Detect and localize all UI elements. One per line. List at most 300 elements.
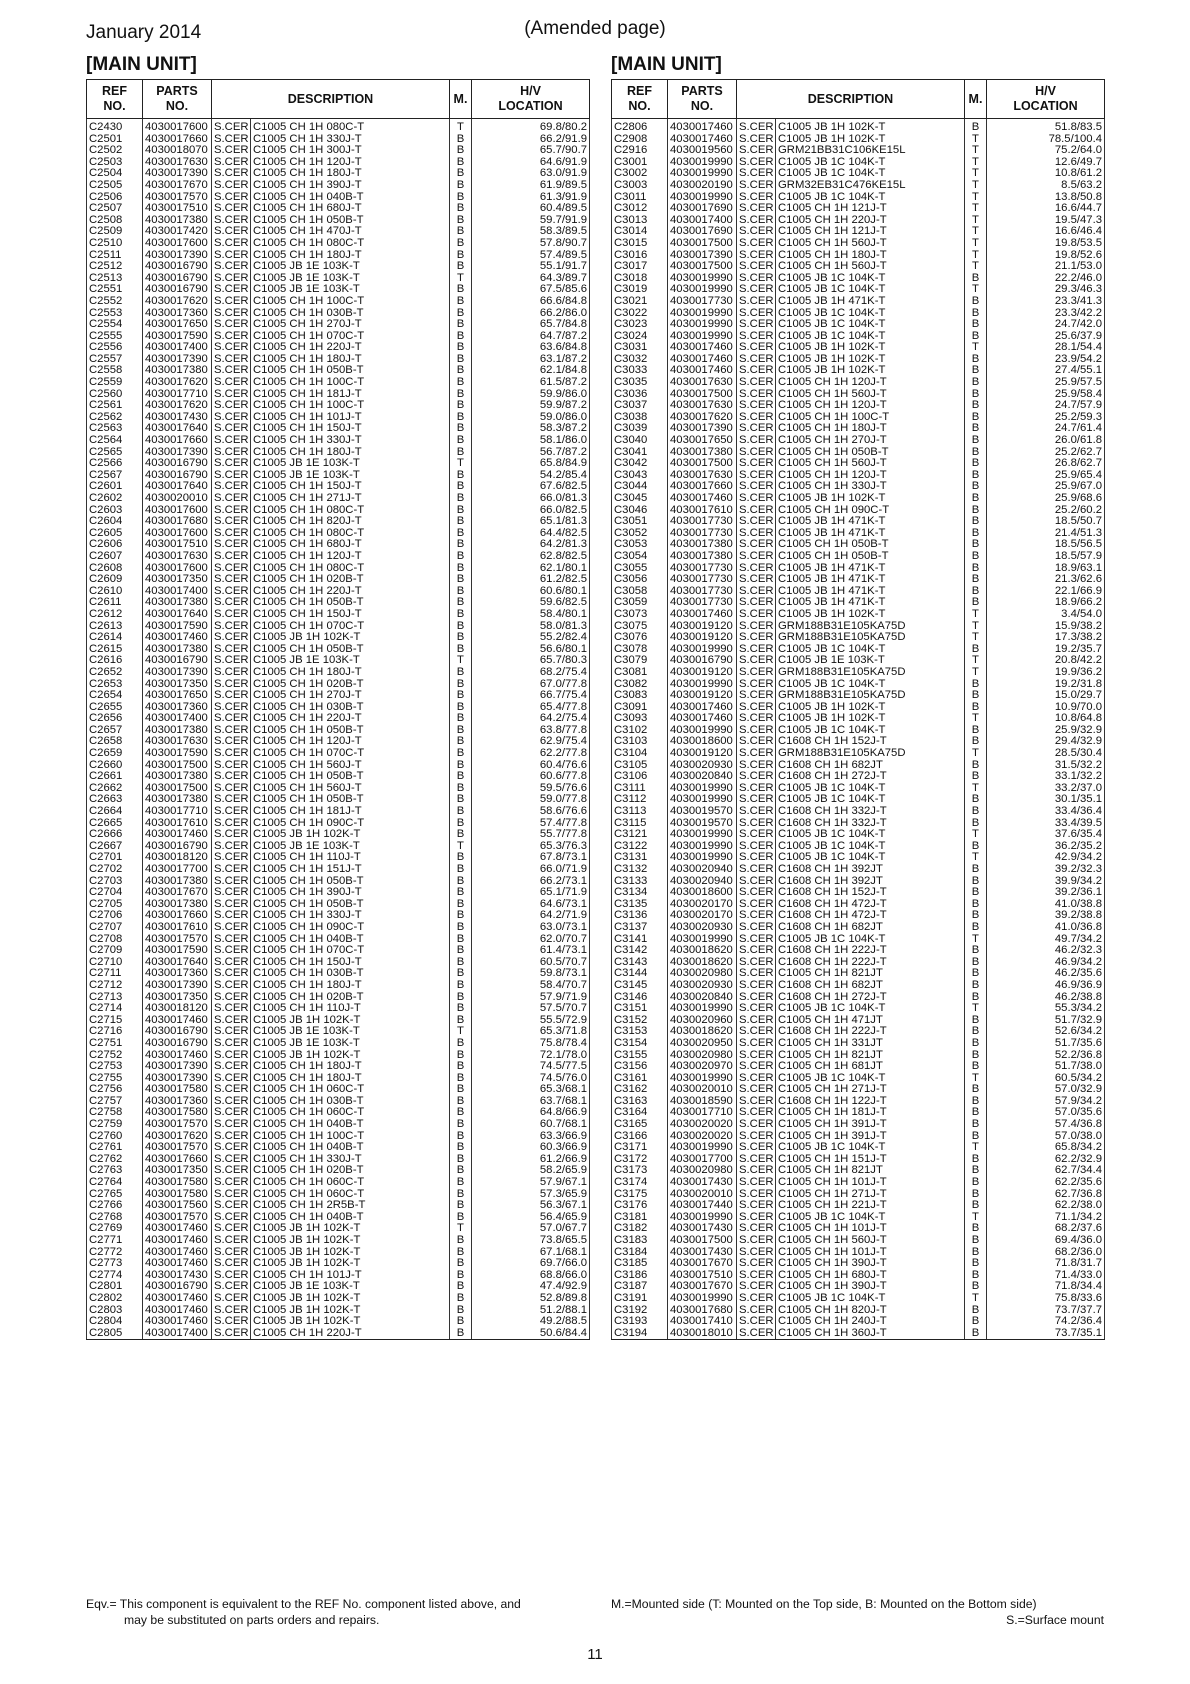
- cell-ref-no: C3186: [612, 1270, 668, 1282]
- cell-parts-no: 4030017570: [143, 1119, 212, 1131]
- table-row: [612, 818, 1105, 830]
- cell-location: 24.7/57.9: [987, 400, 1105, 412]
- cell-description: C1005 CH 1H 070C-T: [251, 331, 450, 343]
- cell-parts-no: 4030017620: [143, 296, 212, 308]
- cell-ref-no: C3002: [612, 168, 668, 180]
- cell-location: 71.8/31.7: [987, 1258, 1105, 1270]
- table-row: [87, 342, 590, 354]
- cell-mounted-side: T: [965, 215, 987, 227]
- cell-location: 66.2/73.1: [472, 876, 590, 888]
- table-row: [612, 203, 1105, 215]
- cell-parts-no: 4030019990: [668, 331, 737, 343]
- cell-location: 65.8/84.9: [472, 458, 590, 470]
- cell-parts-no: 4030017350: [143, 679, 212, 691]
- cell-location: 64.4/82.5: [472, 528, 590, 540]
- cell-ref-no: C3017: [612, 261, 668, 273]
- cell-part-type: S.CER: [212, 725, 251, 737]
- cell-description: C1005 JB 1H 102K-T: [776, 354, 965, 366]
- cell-mounted-side: B: [450, 876, 472, 888]
- cell-ref-no: C2510: [87, 238, 143, 250]
- cell-location: 25.9/58.4: [987, 389, 1105, 401]
- table-row: [87, 203, 590, 215]
- cell-parts-no: 4030017460: [143, 632, 212, 644]
- cell-ref-no: C3078: [612, 644, 668, 656]
- cell-part-type: S.CER: [212, 852, 251, 864]
- cell-parts-no: 4030017690: [668, 226, 737, 238]
- cell-part-type: S.CER: [737, 412, 776, 424]
- cell-parts-no: 4030017580: [143, 1084, 212, 1096]
- table-row: [612, 1038, 1105, 1050]
- cell-parts-no: 4030017460: [668, 493, 737, 505]
- cell-parts-no: 4030017610: [668, 505, 737, 517]
- cell-mounted-side: B: [450, 134, 472, 146]
- cell-parts-no: 4030017500: [668, 261, 737, 273]
- cell-description: C1005 CH 1H 331JT: [776, 1038, 965, 1050]
- cell-description: C1005 CH 1H 220J-T: [251, 713, 450, 725]
- parts-table-right: [611, 79, 1105, 1340]
- cell-description: C1005 CH 1H 300J-T: [251, 145, 450, 157]
- cell-mounted-side: B: [965, 308, 987, 320]
- cell-description: C1005 CH 1H 020B-T: [251, 679, 450, 691]
- cell-location: 71.8/34.4: [987, 1281, 1105, 1293]
- cell-mounted-side: B: [965, 690, 987, 702]
- cell-description: C1005 CH 1H 680J-T: [251, 203, 450, 215]
- cell-description: C1005 JB 1E 103K-T: [251, 655, 450, 667]
- cell-location: 58.3/89.5: [472, 226, 590, 238]
- cell-location: 57.3/65.9: [472, 1189, 590, 1201]
- cell-description: C1005 JB 1H 102K-T: [776, 702, 965, 714]
- table-row: [612, 1293, 1105, 1305]
- cell-part-type: S.CER: [212, 910, 251, 922]
- cell-parts-no: 4030017380: [668, 539, 737, 551]
- table-row: [87, 1328, 590, 1340]
- cell-location: 19.9/36.2: [987, 667, 1105, 679]
- cell-ref-no: C2658: [87, 736, 143, 748]
- cell-parts-no: 4030016790: [143, 470, 212, 482]
- cell-part-type: S.CER: [737, 621, 776, 633]
- cell-parts-no: 4030017460: [143, 1305, 212, 1317]
- cell-ref-no: C3171: [612, 1142, 668, 1154]
- cell-description: C1005 CH 1H 180J-T: [776, 423, 965, 435]
- table-row: [87, 609, 590, 621]
- cell-location: 26.8/62.7: [987, 458, 1105, 470]
- table-row: [612, 296, 1105, 308]
- cell-parts-no: 4030017670: [143, 180, 212, 192]
- cell-part-type: S.CER: [212, 435, 251, 447]
- table-row: [87, 655, 590, 667]
- cell-ref-no: C3037: [612, 400, 668, 412]
- cell-location: 26.0/61.8: [987, 435, 1105, 447]
- cell-part-type: S.CER: [212, 389, 251, 401]
- cell-part-type: S.CER: [737, 458, 776, 470]
- cell-location: 29.4/32.9: [987, 736, 1105, 748]
- cell-parts-no: 4030017730: [668, 574, 737, 586]
- cell-parts-no: 4030016790: [143, 284, 212, 296]
- cell-part-type: S.CER: [212, 1258, 251, 1270]
- cell-mounted-side: B: [450, 1165, 472, 1177]
- cell-ref-no: C2606: [87, 539, 143, 551]
- cell-mounted-side: B: [450, 319, 472, 331]
- cell-description: C1005 CH 1H 180J-T: [251, 667, 450, 679]
- cell-location: 75.8/33.6: [987, 1293, 1105, 1305]
- cell-mounted-side: B: [450, 1177, 472, 1189]
- table-row: [612, 597, 1105, 609]
- table-row: [612, 655, 1105, 667]
- cell-location: 62.0/70.7: [472, 934, 590, 946]
- cell-mounted-side: T: [965, 632, 987, 644]
- table-row: [87, 702, 590, 714]
- cell-parts-no: 4030017670: [668, 1281, 737, 1293]
- cell-ref-no: C3093: [612, 713, 668, 725]
- cell-description: GRM188B31E105KA75D: [776, 748, 965, 760]
- table-row: [87, 980, 590, 992]
- table-row: [87, 423, 590, 435]
- cell-ref-no: C2715: [87, 1015, 143, 1027]
- cell-part-type: S.CER: [737, 377, 776, 389]
- cell-part-type: S.CER: [737, 261, 776, 273]
- table-row: [87, 145, 590, 157]
- cell-parts-no: 4030017650: [668, 435, 737, 447]
- cell-mounted-side: B: [965, 957, 987, 969]
- cell-part-type: S.CER: [737, 574, 776, 586]
- cell-description: C1005 JB 1H 471K-T: [776, 563, 965, 575]
- cell-parts-no: 4030019990: [668, 308, 737, 320]
- cell-ref-no: C2710: [87, 957, 143, 969]
- cell-mounted-side: T: [965, 829, 987, 841]
- cell-part-type: S.CER: [737, 1293, 776, 1305]
- cell-parts-no: 4030017700: [143, 864, 212, 876]
- cell-parts-no: 4030017460: [143, 1258, 212, 1270]
- cell-location: 20.8/42.2: [987, 655, 1105, 667]
- cell-part-type: S.CER: [212, 1247, 251, 1259]
- cell-ref-no: C3153: [612, 1026, 668, 1038]
- cell-description: C1608 CH 1H 272J-T: [776, 771, 965, 783]
- cell-description: C1005 CH 1H 560J-T: [776, 458, 965, 470]
- cell-ref-no: C3184: [612, 1247, 668, 1259]
- cell-ref-no: C3043: [612, 470, 668, 482]
- table-row: [87, 1154, 590, 1166]
- footnote-mounted: [611, 1596, 1104, 1628]
- cell-ref-no: C2756: [87, 1084, 143, 1096]
- cell-description: C1608 CH 1H 152J-T: [776, 736, 965, 748]
- cell-ref-no: C3111: [612, 783, 668, 795]
- cell-parts-no: 4030020930: [668, 760, 737, 772]
- table-row: [612, 852, 1105, 864]
- table-row: [612, 493, 1105, 505]
- cell-parts-no: 4030017610: [143, 922, 212, 934]
- cell-ref-no: C3154: [612, 1038, 668, 1050]
- cell-description: C1005 JB 1H 102K-T: [776, 609, 965, 621]
- cell-ref-no: C2764: [87, 1177, 143, 1189]
- cell-location: 25.6/37.9: [987, 331, 1105, 343]
- cell-description: C1005 CH 1H 060C-T: [251, 1107, 450, 1119]
- cell-location: 59.0/77.8: [472, 794, 590, 806]
- table-row: [87, 1305, 590, 1317]
- cell-part-type: S.CER: [212, 864, 251, 876]
- cell-ref-no: C2774: [87, 1270, 143, 1282]
- cell-description: C1005 CH 1H 151J-T: [251, 864, 450, 876]
- cell-mounted-side: B: [965, 1200, 987, 1212]
- cell-ref-no: C2610: [87, 586, 143, 598]
- table-row: [612, 1328, 1105, 1340]
- cell-ref-no: C3135: [612, 899, 668, 911]
- cell-location: 33.4/39.5: [987, 818, 1105, 830]
- cell-mounted-side: B: [965, 922, 987, 934]
- cell-location: 37.6/35.4: [987, 829, 1105, 841]
- cell-part-type: S.CER: [212, 1096, 251, 1108]
- cell-location: 39.2/38.8: [987, 910, 1105, 922]
- cell-description: C1005 CH 1H 330J-T: [251, 435, 450, 447]
- cell-mounted-side: B: [965, 597, 987, 609]
- cell-ref-no: C2507: [87, 203, 143, 215]
- cell-parts-no: 4030020930: [668, 922, 737, 934]
- cell-parts-no: 4030020010: [668, 1189, 737, 1201]
- cell-parts-no: 4030017460: [668, 134, 737, 146]
- cell-ref-no: C3137: [612, 922, 668, 934]
- cell-description: C1005 CH 1H 080C-T: [251, 505, 450, 517]
- cell-location: 23.3/41.3: [987, 296, 1105, 308]
- cell-mounted-side: B: [965, 725, 987, 737]
- cell-part-type: S.CER: [737, 505, 776, 517]
- cell-location: 64.6/91.9: [472, 157, 590, 169]
- cell-mounted-side: B: [965, 864, 987, 876]
- cell-description: C1005 JB 1H 102K-T: [776, 493, 965, 505]
- cell-location: 66.7/75.4: [472, 690, 590, 702]
- table-row: [87, 992, 590, 1004]
- cell-part-type: S.CER: [212, 226, 251, 238]
- cell-location: 50.6/84.4: [472, 1328, 590, 1340]
- cell-ref-no: C2760: [87, 1131, 143, 1143]
- table-row: [612, 1235, 1105, 1247]
- cell-mounted-side: B: [450, 168, 472, 180]
- cell-part-type: S.CER: [737, 667, 776, 679]
- cell-part-type: S.CER: [737, 1073, 776, 1085]
- cell-description: C1005 JB 1H 102K-T: [251, 1247, 450, 1259]
- cell-ref-no: C2609: [87, 574, 143, 586]
- cell-location: 64.2/81.3: [472, 539, 590, 551]
- cell-parts-no: 4030019990: [668, 829, 737, 841]
- cell-description: C1005 CH 1H 080C-T: [251, 528, 450, 540]
- cell-location: 52.2/36.8: [987, 1050, 1105, 1062]
- cell-ref-no: C3013: [612, 215, 668, 227]
- cell-parts-no: 4030018620: [668, 957, 737, 969]
- cell-parts-no: 4030017460: [668, 354, 737, 366]
- cell-location: 57.5/70.7: [472, 1003, 590, 1015]
- cell-ref-no: C2553: [87, 308, 143, 320]
- cell-location: 63.8/77.8: [472, 725, 590, 737]
- cell-parts-no: 4030017460: [143, 1316, 212, 1328]
- cell-mounted-side: B: [450, 852, 472, 864]
- cell-description: C1005 CH 1H 150J-T: [251, 957, 450, 969]
- table-row: [612, 783, 1105, 795]
- cell-parts-no: 4030017360: [143, 968, 212, 980]
- table-row: [612, 238, 1105, 250]
- cell-ref-no: C3156: [612, 1061, 668, 1073]
- cell-description: C1005 CH 1H 180J-T: [251, 250, 450, 262]
- cell-mounted-side: B: [450, 980, 472, 992]
- cell-mounted-side: B: [450, 1142, 472, 1154]
- cell-description: C1005 CH 1H 020B-T: [251, 574, 450, 586]
- cell-parts-no: 4030016790: [143, 1281, 212, 1293]
- cell-part-type: S.CER: [212, 1212, 251, 1224]
- table-row: [87, 1096, 590, 1108]
- cell-description: C1005 CH 1H 121J-T: [776, 203, 965, 215]
- cell-location: 61.2/82.5: [472, 574, 590, 586]
- cell-part-type: S.CER: [212, 945, 251, 957]
- cell-part-type: S.CER: [212, 887, 251, 899]
- cell-mounted-side: B: [450, 551, 472, 563]
- cell-ref-no: C3024: [612, 331, 668, 343]
- table-row: [612, 934, 1105, 946]
- cell-mounted-side: B: [450, 1270, 472, 1282]
- table-row: [87, 644, 590, 656]
- cell-location: 10.8/61.2: [987, 168, 1105, 180]
- cell-ref-no: C3079: [612, 655, 668, 667]
- table-row: [87, 968, 590, 980]
- cell-mounted-side: B: [965, 539, 987, 551]
- table-row: [612, 226, 1105, 238]
- cell-part-type: S.CER: [212, 238, 251, 250]
- cell-mounted-side: B: [965, 447, 987, 459]
- cell-part-type: S.CER: [212, 899, 251, 911]
- table-row: [612, 505, 1105, 517]
- table-row: [87, 1084, 590, 1096]
- cell-parts-no: 4030017400: [143, 342, 212, 354]
- table-row: [87, 168, 590, 180]
- cell-part-type: S.CER: [212, 1003, 251, 1015]
- cell-part-type: S.CER: [212, 168, 251, 180]
- table-row: [87, 1235, 590, 1247]
- cell-description: C1005 CH 1H 150J-T: [251, 481, 450, 493]
- cell-mounted-side: B: [450, 1073, 472, 1085]
- cell-description: C1005 CH 1H 821JT: [776, 968, 965, 980]
- cell-ref-no: C2508: [87, 215, 143, 227]
- cell-description: C1005 JB 1H 471K-T: [776, 528, 965, 540]
- cell-part-type: S.CER: [212, 470, 251, 482]
- cell-description: C1005 JB 1H 102K-T: [251, 1235, 450, 1247]
- cell-mounted-side: T: [965, 621, 987, 633]
- cell-part-type: S.CER: [737, 910, 776, 922]
- cell-description: C1005 JB 1C 104K-T: [776, 284, 965, 296]
- cell-parts-no: 4030017510: [143, 539, 212, 551]
- cell-mounted-side: B: [965, 1015, 987, 1027]
- cell-location: 66.2/91.9: [472, 134, 590, 146]
- cell-description: C1005 JB 1H 102K-T: [776, 342, 965, 354]
- cell-description: C1005 CH 1H 471JT: [776, 1015, 965, 1027]
- cell-mounted-side: B: [450, 887, 472, 899]
- cell-part-type: S.CER: [212, 1281, 251, 1293]
- cell-description: C1005 CH 1H 040B-T: [251, 192, 450, 204]
- table-row: [87, 1119, 590, 1131]
- cell-mounted-side: T: [965, 1212, 987, 1224]
- cell-part-type: S.CER: [737, 713, 776, 725]
- cell-mounted-side: B: [450, 957, 472, 969]
- cell-mounted-side: B: [450, 864, 472, 876]
- cell-description: C1005 CH 1H 121J-T: [776, 226, 965, 238]
- cell-mounted-side: B: [450, 435, 472, 447]
- cell-location: 60.5/34.2: [987, 1073, 1105, 1085]
- cell-mounted-side: T: [965, 226, 987, 238]
- table-row: [87, 1107, 590, 1119]
- cell-parts-no: 4030017390: [143, 168, 212, 180]
- table-row: [87, 528, 590, 540]
- cell-description: C1005 CH 1H 180J-T: [251, 1061, 450, 1073]
- cell-location: 25.2/62.7: [987, 447, 1105, 459]
- cell-description: C1005 JB 1E 103K-T: [251, 1038, 450, 1050]
- cell-mounted-side: B: [450, 945, 472, 957]
- cell-parts-no: 4030017630: [143, 157, 212, 169]
- cell-mounted-side: B: [450, 400, 472, 412]
- cell-mounted-side: B: [450, 899, 472, 911]
- cell-mounted-side: B: [965, 1316, 987, 1328]
- cell-location: 59.6/82.5: [472, 597, 590, 609]
- cell-parts-no: 4030017390: [143, 447, 212, 459]
- cell-location: 46.2/32.3: [987, 945, 1105, 957]
- table-row: [87, 621, 590, 633]
- cell-ref-no: C2762: [87, 1154, 143, 1166]
- table-row: [612, 134, 1105, 146]
- cell-mounted-side: B: [450, 910, 472, 922]
- cell-ref-no: C3174: [612, 1177, 668, 1189]
- cell-description: C1005 JB 1C 104K-T: [776, 794, 965, 806]
- cell-part-type: S.CER: [737, 470, 776, 482]
- cell-part-type: S.CER: [737, 1084, 776, 1096]
- cell-parts-no: 4030018070: [143, 145, 212, 157]
- cell-mounted-side: B: [450, 1131, 472, 1143]
- cell-part-type: S.CER: [737, 586, 776, 598]
- cell-ref-no: C3136: [612, 910, 668, 922]
- table-row: [612, 423, 1105, 435]
- cell-mounted-side: B: [965, 644, 987, 656]
- cell-ref-no: C3132: [612, 864, 668, 876]
- cell-parts-no: 4030017460: [668, 702, 737, 714]
- cell-location: 62.2/77.8: [472, 748, 590, 760]
- cell-parts-no: 4030020980: [668, 1050, 737, 1062]
- cell-description: C1005 CH 1H 100C-T: [251, 296, 450, 308]
- table-row: [612, 145, 1105, 157]
- cell-ref-no: C2713: [87, 992, 143, 1004]
- cell-parts-no: 4030019990: [668, 679, 737, 691]
- cell-location: 69.4/36.0: [987, 1235, 1105, 1247]
- table-row: [612, 748, 1105, 760]
- cell-parts-no: 4030017500: [668, 238, 737, 250]
- cell-mounted-side: B: [450, 1200, 472, 1212]
- cell-description: C1005 JB 1E 103K-T: [251, 1026, 450, 1038]
- cell-ref-no: C2706: [87, 910, 143, 922]
- footnote-equivalent-line-2: may be substituted on parts orders and repairs.: [124, 1613, 380, 1627]
- cell-mounted-side: B: [965, 1177, 987, 1189]
- cell-part-type: S.CER: [737, 1328, 776, 1340]
- cell-ref-no: C3121: [612, 829, 668, 841]
- cell-location: 59.0/86.0: [472, 412, 590, 424]
- cell-description: C1005 JB 1C 104K-T: [776, 308, 965, 320]
- cell-parts-no: 4030017640: [143, 481, 212, 493]
- cell-mounted-side: B: [965, 910, 987, 922]
- cell-parts-no: 4030017650: [143, 319, 212, 331]
- cell-ref-no: C2513: [87, 273, 143, 285]
- cell-part-type: S.CER: [212, 563, 251, 575]
- cell-ref-no: C3051: [612, 516, 668, 528]
- cell-part-type: S.CER: [737, 748, 776, 760]
- cell-ref-no: C3112: [612, 794, 668, 806]
- cell-location: 22.2/46.0: [987, 273, 1105, 285]
- table-row: [87, 539, 590, 551]
- cell-parts-no: 4030017730: [668, 296, 737, 308]
- cell-description: C1005 CH 1H 390J-T: [776, 1281, 965, 1293]
- table-row: [87, 690, 590, 702]
- cell-mounted-side: B: [965, 354, 987, 366]
- cell-ref-no: C2757: [87, 1096, 143, 1108]
